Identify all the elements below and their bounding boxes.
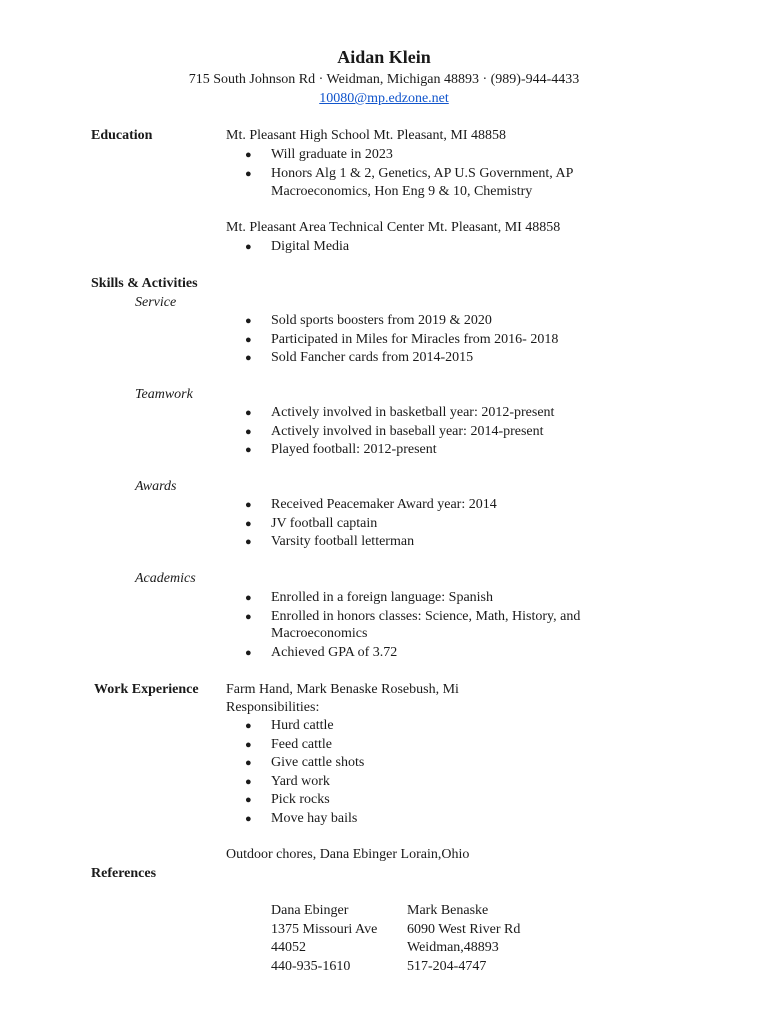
- reference-phone: 517-204-4747: [407, 958, 487, 974]
- reference-phone: 440-935-1610: [271, 958, 351, 974]
- list-item: ● Hurd cattle: [245, 717, 364, 736]
- list-item-continuation: Macroeconomics, Hon Eng 9 & 10, Chemistry: [271, 184, 533, 199]
- references-heading: References: [91, 866, 157, 881]
- reference-name: Dana Ebinger: [271, 903, 349, 918]
- list-item-continuation: Macroeconomics: [271, 626, 368, 641]
- awards-list: [245, 496, 497, 552]
- list-item: ● Played football: 2012-present: [245, 441, 554, 460]
- list-item: ● JV football captain: [245, 515, 497, 534]
- reference-zip: 44052: [271, 940, 306, 955]
- list-item: ● Received Peacemaker Award year: 2014: [245, 496, 497, 515]
- email-line: [0, 91, 768, 107]
- list-item: ● Feed cattle: [245, 736, 364, 755]
- list-item: ● Actively involved in basketball year: 2012-present: [245, 404, 554, 423]
- list-item: ● Will graduate in 2023: [245, 146, 573, 165]
- school-2: Mt. Pleasant Area Technical Center Mt. Pleasant, MI 48858: [226, 220, 561, 235]
- list-item: ● Yard work: [245, 773, 364, 792]
- reference-city: Weidman,48893: [407, 940, 499, 955]
- teamwork-list: [245, 404, 554, 460]
- email-link[interactable]: 10080@mp.edzone.net: [319, 91, 449, 106]
- school-1-list: [245, 146, 573, 183]
- responsibilities-label: Responsibilities:: [226, 700, 320, 715]
- skills-heading: Skills & Activities: [91, 276, 198, 291]
- school-2-list: [245, 238, 349, 257]
- reference-2: [407, 902, 520, 976]
- job-1: Farm Hand, Mark Benaske Rosebush, Mi: [226, 682, 459, 697]
- list-item: ● Participated in Miles for Miracles from 2016- 2018: [245, 331, 558, 350]
- resume-name: Aidan Klein: [337, 47, 431, 67]
- list-item: ● Actively involved in baseball year: 2014-present: [245, 423, 554, 442]
- awards-subheading: Awards: [135, 479, 177, 494]
- academics-list: [245, 589, 580, 626]
- academics-list-end: [245, 644, 397, 663]
- service-subheading: Service: [135, 295, 177, 310]
- academics-subheading: Academics: [135, 571, 196, 586]
- list-item: ● Pick rocks: [245, 791, 364, 810]
- job-2: Outdoor chores, Dana Ebinger Lorain,Ohio: [226, 847, 470, 862]
- education-heading: Education: [91, 128, 153, 143]
- work-heading: Work Experience: [94, 682, 199, 697]
- list-item: ● Sold sports boosters from 2019 & 2020: [245, 312, 558, 331]
- responsibilities-list: [245, 717, 364, 828]
- list-item: ● Digital Media: [245, 238, 349, 257]
- list-item: ● Move hay bails: [245, 810, 364, 829]
- list-item: ● Varsity football letterman: [245, 533, 497, 552]
- list-item: ● Give cattle shots: [245, 754, 364, 773]
- list-item: ● Sold Fancher cards from 2014-2015: [245, 349, 558, 368]
- reference-1: [271, 902, 377, 976]
- reference-name: Mark Benaske: [407, 903, 489, 918]
- contact-line: 715 South Johnson Rd · Weidman, Michigan 48893 · (989)-944-4433: [188, 72, 580, 87]
- list-item: ● Achieved GPA of 3.72: [245, 644, 397, 663]
- teamwork-subheading: Teamwork: [135, 387, 193, 402]
- list-item: ● Honors Alg 1 & 2, Genetics, AP U.S Government, AP: [245, 165, 573, 184]
- list-item: ● Enrolled in a foreign language: Spanish: [245, 589, 580, 608]
- list-item: ● Enrolled in honors classes: Science, Math, History, and: [245, 608, 580, 627]
- school-1: Mt. Pleasant High School Mt. Pleasant, MI 48858: [226, 128, 506, 143]
- reference-address: 1375 Missouri Ave: [271, 921, 378, 937]
- reference-address: 6090 West River Rd: [407, 921, 521, 937]
- service-list: [245, 312, 558, 368]
